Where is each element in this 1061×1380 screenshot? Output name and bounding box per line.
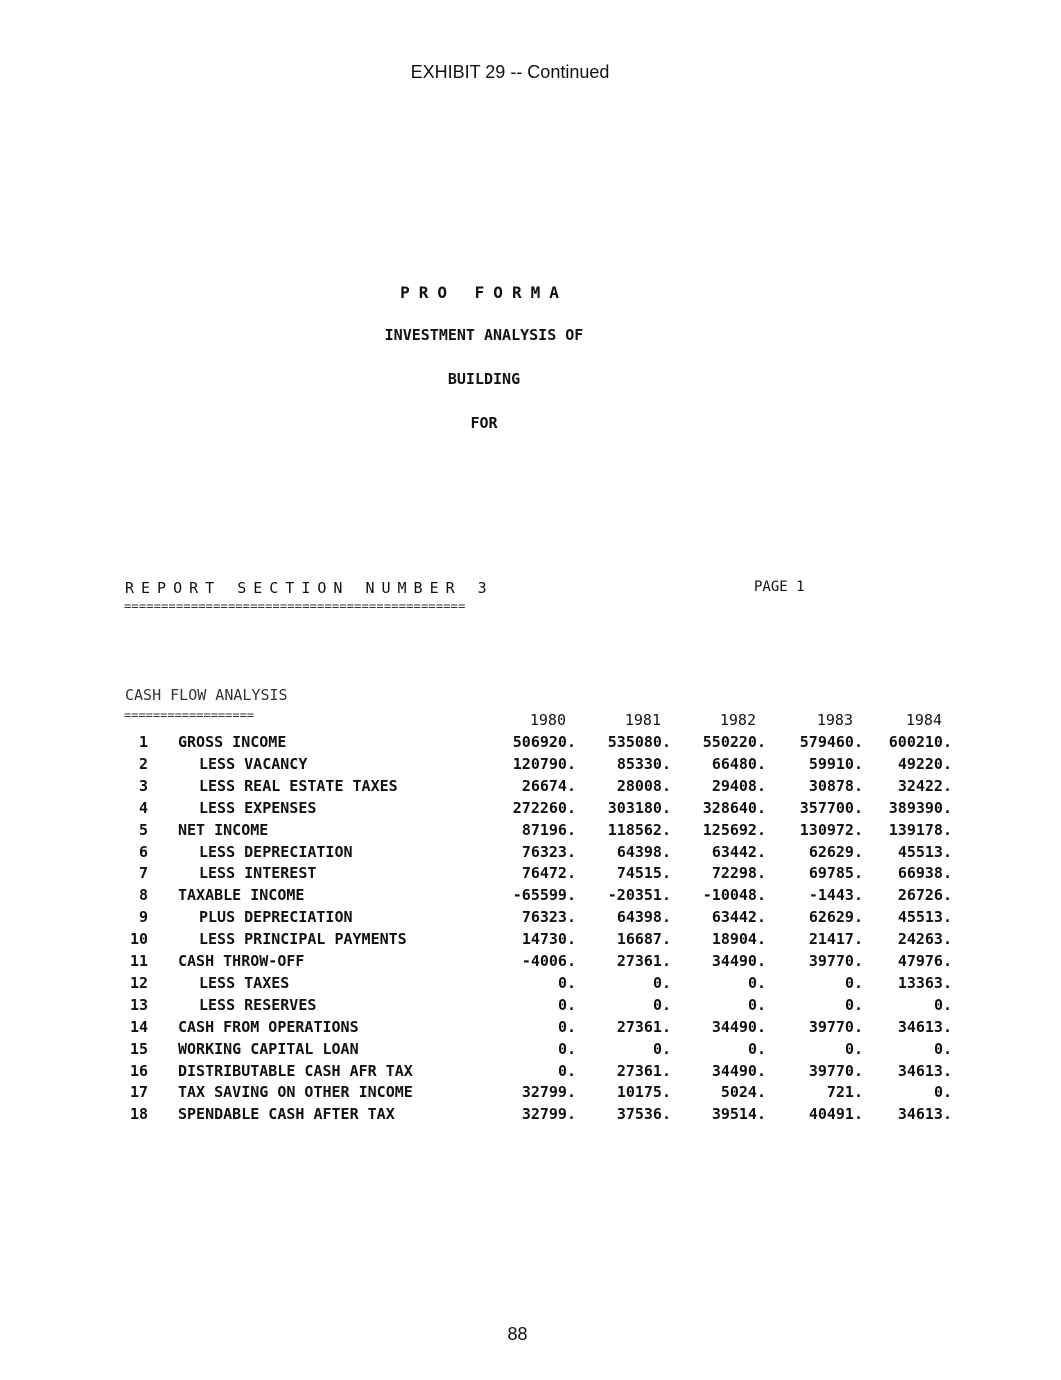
row-value: 34490. — [711, 1061, 766, 1080]
row-value: 21417. — [808, 930, 863, 949]
table-row — [0, 996, 1061, 1018]
page-label: PAGE 1 — [754, 579, 805, 595]
row-label: TAXABLE INCOME — [178, 886, 305, 905]
row-number: 6 — [138, 842, 148, 861]
row-value: 66480. — [711, 754, 766, 773]
row-value: 0. — [933, 1083, 952, 1102]
row-label: WORKING CAPITAL LOAN — [178, 1039, 359, 1058]
table-row — [0, 1040, 1061, 1062]
row-value: 0. — [557, 973, 576, 992]
table-row — [0, 1062, 1061, 1084]
row-value: 26726. — [897, 886, 952, 905]
row-value: 24263. — [897, 930, 952, 949]
row-value: 0. — [557, 1039, 576, 1058]
row-value: 272260. — [512, 798, 576, 817]
row-label: GROSS INCOME — [178, 733, 287, 751]
row-value: 125692. — [702, 820, 766, 839]
row-value: 303180. — [607, 798, 671, 817]
row-number: 17 — [129, 1083, 148, 1102]
row-value: 76323. — [521, 842, 576, 861]
row-number: 13 — [129, 995, 148, 1014]
row-value: 39770. — [808, 952, 863, 970]
row-value: 10175. — [616, 1083, 671, 1102]
row-value: 64398. — [616, 908, 671, 927]
row-value: 389390. — [888, 798, 952, 817]
investment-analysis-heading: INVESTMENT ANALYSIS OF — [384, 326, 584, 344]
row-label: LESS REAL ESTATE TAXES — [199, 776, 398, 795]
row-label: LESS RESERVES — [199, 995, 317, 1014]
row-value: -20351. — [607, 886, 671, 905]
row-value: 85330. — [616, 754, 671, 773]
row-value: 47976. — [897, 952, 952, 970]
row-label: LESS INTEREST — [199, 864, 317, 883]
row-value: 29408. — [711, 776, 766, 795]
pro-forma-heading: PRO FORMA — [400, 283, 568, 302]
row-value: 69785. — [808, 864, 863, 883]
row-value: -65599. — [512, 886, 576, 905]
table-row — [0, 1105, 1061, 1127]
row-number: 4 — [138, 798, 148, 817]
row-number: 8 — [138, 886, 148, 905]
row-value: -10048. — [702, 886, 766, 905]
building-heading: BUILDING — [447, 370, 521, 388]
row-number: 15 — [129, 1039, 148, 1058]
row-label: LESS TAXES — [199, 973, 290, 992]
year-header: 1983 — [816, 711, 853, 729]
row-number: 9 — [138, 908, 148, 927]
row-value: 506920. — [512, 733, 576, 751]
row-value: 0. — [933, 995, 952, 1014]
row-label: SPENDABLE CASH AFTER TAX — [178, 1105, 395, 1124]
row-value: 45513. — [897, 842, 952, 861]
row-value: 39770. — [808, 1061, 863, 1080]
row-value: 328640. — [702, 798, 766, 817]
row-label: DISTRIBUTABLE CASH AFR TAX — [178, 1061, 413, 1080]
for-heading: FOR — [470, 414, 498, 432]
row-value: 76323. — [521, 908, 576, 927]
row-value: 26674. — [521, 776, 576, 795]
row-value: 64398. — [616, 842, 671, 861]
exhibit-title: EXHIBIT 29 -- Continued — [410, 62, 610, 82]
row-number: 7 — [138, 864, 148, 883]
page-number: 88 — [507, 1324, 528, 1344]
row-value: 0. — [747, 995, 766, 1014]
row-value: 74515. — [616, 864, 671, 883]
row-value: 14730. — [521, 930, 576, 949]
row-label: LESS PRINCIPAL PAYMENTS — [199, 930, 407, 949]
row-value: 0. — [557, 995, 576, 1014]
row-value: 600210. — [888, 733, 952, 751]
row-value: 0. — [652, 1039, 671, 1058]
row-value: 59910. — [808, 754, 863, 773]
row-value: 0. — [747, 1039, 766, 1058]
row-value: 130972. — [799, 820, 863, 839]
row-value: 0. — [844, 1039, 863, 1058]
row-value: 0. — [652, 995, 671, 1014]
row-value: 357700. — [799, 798, 863, 817]
row-value: 39770. — [808, 1017, 863, 1036]
row-label: LESS VACANCY — [199, 754, 308, 773]
report-section-number: REPORT SECTION NUMBER 3 — [125, 579, 494, 597]
report-divider-rule: ============================================== — [124, 599, 466, 613]
row-value: 0. — [844, 973, 863, 992]
table-row — [0, 908, 1061, 930]
row-value: 76472. — [521, 864, 576, 883]
row-label: CASH FROM OPERATIONS — [178, 1017, 359, 1036]
row-label: PLUS DEPRECIATION — [199, 908, 353, 927]
row-value: 34613. — [897, 1017, 952, 1036]
row-value: 30878. — [808, 776, 863, 795]
table-row — [0, 864, 1061, 886]
row-value: 39514. — [711, 1105, 766, 1124]
row-value: 28008. — [616, 776, 671, 795]
row-value: 0. — [844, 995, 863, 1014]
row-value: 0. — [652, 973, 671, 992]
row-value: 120790. — [512, 754, 576, 773]
row-number: 18 — [129, 1105, 148, 1124]
row-value: 87196. — [521, 820, 576, 839]
row-value: 139178. — [888, 820, 952, 839]
row-number: 16 — [129, 1061, 148, 1080]
table-row — [0, 821, 1061, 843]
row-value: 18904. — [711, 930, 766, 949]
row-number: 3 — [138, 776, 148, 795]
table-row — [0, 1018, 1061, 1040]
row-number: 5 — [138, 820, 148, 839]
row-value: 32799. — [521, 1105, 576, 1124]
table-row — [0, 799, 1061, 821]
row-value: 27361. — [616, 1017, 671, 1036]
row-value: 0. — [557, 1017, 576, 1036]
row-value: 62629. — [808, 842, 863, 861]
row-value: 45513. — [897, 908, 952, 927]
row-label: LESS DEPRECIATION — [199, 842, 353, 861]
row-value: 721. — [826, 1083, 863, 1102]
row-value: 0. — [557, 1061, 576, 1080]
row-value: -4006. — [521, 952, 576, 970]
row-value: -1443. — [808, 886, 863, 905]
row-value: 34613. — [897, 1061, 952, 1080]
row-value: 49220. — [897, 754, 952, 773]
table-row — [0, 930, 1061, 952]
row-label: LESS EXPENSES — [199, 798, 317, 817]
row-label: TAX SAVING ON OTHER INCOME — [178, 1083, 413, 1102]
row-value: 72298. — [711, 864, 766, 883]
row-value: 34613. — [897, 1105, 952, 1124]
table-row — [0, 843, 1061, 865]
row-number: 12 — [129, 973, 148, 992]
cash-flow-title: CASH FLOW ANALYSIS — [125, 686, 288, 704]
row-value: 118562. — [607, 820, 671, 839]
row-value: 34490. — [711, 952, 766, 970]
row-value: 62629. — [808, 908, 863, 927]
row-value: 63442. — [711, 908, 766, 927]
row-label: CASH THROW-OFF — [178, 952, 305, 970]
row-value: 13363. — [897, 973, 952, 992]
table-row — [0, 952, 1061, 974]
row-value: 550220. — [702, 733, 766, 751]
table-row — [0, 886, 1061, 908]
year-header: 1982 — [719, 711, 756, 729]
row-value: 27361. — [616, 952, 671, 970]
cash-flow-divider-rule: ================== — [124, 708, 255, 722]
row-number: 10 — [129, 930, 148, 949]
row-value: 34490. — [711, 1017, 766, 1036]
table-row — [0, 733, 1061, 755]
row-value: 535080. — [607, 733, 671, 751]
row-value: 579460. — [799, 733, 863, 751]
year-header: 1981 — [624, 711, 661, 729]
row-number: 11 — [129, 952, 148, 970]
row-number: 1 — [138, 733, 148, 751]
row-value: 63442. — [711, 842, 766, 861]
table-row — [0, 1083, 1061, 1105]
row-label: NET INCOME — [178, 820, 269, 839]
row-value: 40491. — [808, 1105, 863, 1124]
row-value: 27361. — [616, 1061, 671, 1080]
row-value: 5024. — [720, 1083, 766, 1102]
table-row — [0, 777, 1061, 799]
row-value: 32799. — [521, 1083, 576, 1102]
row-value: 32422. — [897, 776, 952, 795]
row-number: 14 — [129, 1017, 148, 1036]
row-value: 0. — [747, 973, 766, 992]
year-header: 1980 — [529, 711, 566, 729]
row-value: 16687. — [616, 930, 671, 949]
row-number: 2 — [138, 754, 148, 773]
row-value: 0. — [933, 1039, 952, 1058]
table-row — [0, 974, 1061, 996]
row-value: 66938. — [897, 864, 952, 883]
year-header: 1984 — [905, 711, 942, 729]
row-value: 37536. — [616, 1105, 671, 1124]
table-row — [0, 755, 1061, 777]
